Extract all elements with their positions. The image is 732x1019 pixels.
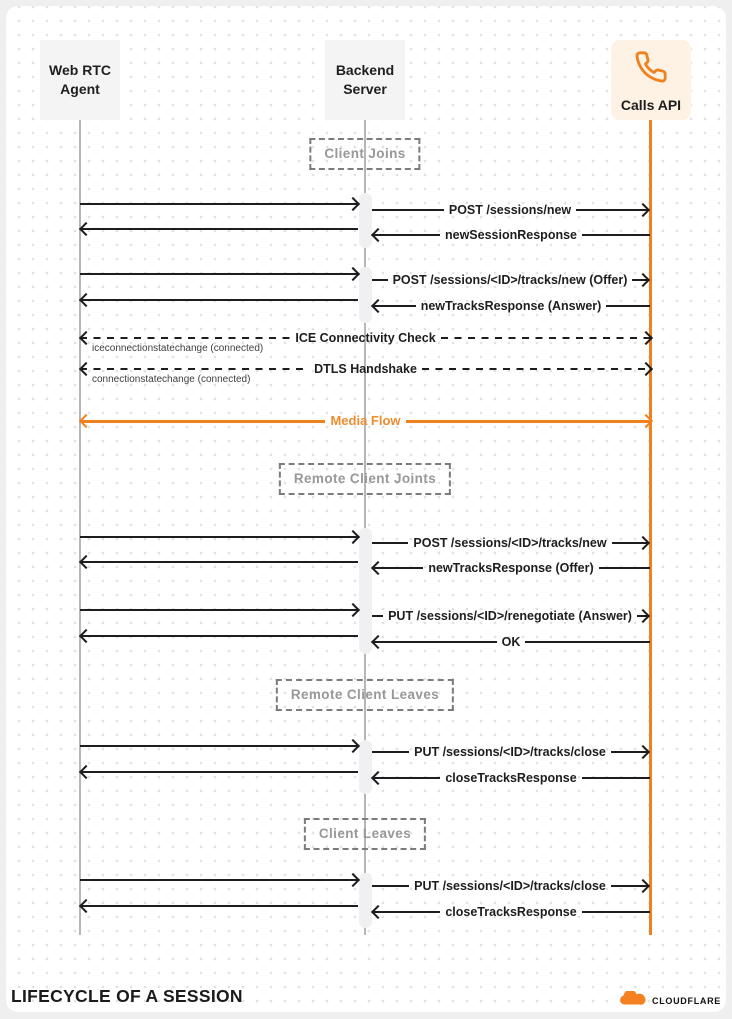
- activation-bar: [359, 740, 372, 794]
- arrowhead-right-icon: [635, 273, 649, 287]
- arrowhead-right-icon: [635, 203, 649, 217]
- arrowhead-left-icon: [370, 635, 384, 649]
- lifeline-calls-api: [649, 120, 652, 935]
- message-label: Media Flow: [330, 413, 401, 428]
- message-label: POST /sessions/<ID>/tracks/new: [413, 536, 607, 550]
- arrowhead-left-icon: [78, 222, 92, 236]
- arrowhead-right-icon: [638, 414, 652, 428]
- message-label: ICE Connectivity Check: [295, 331, 436, 345]
- arrowhead-left-icon: [78, 899, 92, 913]
- message-label: newSessionResponse: [445, 228, 577, 242]
- sequence-diagram: [6, 6, 726, 1012]
- arrowhead-left-icon: [370, 299, 384, 313]
- arrow-backend-to-agent: [80, 629, 358, 643]
- section-remote-client-joints: [279, 463, 451, 495]
- arrowhead-right-icon: [345, 197, 359, 211]
- arrowhead-left-icon: [78, 331, 92, 345]
- arrow-agent-to-backend: [80, 197, 358, 211]
- actor-webrtc-agent: [40, 40, 120, 120]
- message-label: newTracksResponse (Answer): [420, 299, 602, 313]
- message-label: PUT /sessions/<ID>/renegotiate (Answer): [388, 609, 632, 623]
- message-label: POST /sessions/new: [448, 203, 572, 217]
- arrowhead-left-icon: [370, 771, 384, 785]
- arrowhead-left-icon: [78, 293, 92, 307]
- event-note: iceconnectionstatechange (connected): [92, 343, 264, 354]
- arrow-backend-to-api: [372, 203, 648, 217]
- arrowhead-left-icon: [78, 765, 92, 779]
- arrow-api-to-backend: [372, 905, 650, 919]
- arrow-media-flow: [80, 414, 651, 428]
- actor-label: Calls API: [620, 96, 682, 113]
- lifeline-webrtc-agent: [79, 119, 81, 935]
- cloudflare-wordmark: CLOUDFLARE: [652, 996, 721, 1006]
- arrow-backend-to-agent: [80, 765, 358, 779]
- arrowhead-right-icon: [638, 362, 652, 376]
- activation-bar: [359, 267, 372, 323]
- message-label: PUT /sessions/<ID>/tracks/close: [414, 879, 606, 893]
- arrow-agent-to-backend: [80, 603, 358, 617]
- arrow-backend-to-api: [372, 745, 648, 759]
- arrow-api-to-backend: [372, 635, 650, 649]
- arrowhead-left-icon: [78, 629, 92, 643]
- arrow-agent-to-backend: [80, 267, 358, 281]
- cloudflare-cloud-icon: [619, 991, 649, 1011]
- arrow-api-to-backend: [372, 771, 650, 785]
- arrowhead-right-icon: [345, 603, 359, 617]
- message-label: closeTracksResponse: [445, 771, 577, 785]
- arrow-backend-to-agent: [80, 222, 358, 236]
- section-client-leaves: [304, 818, 426, 850]
- actor-label: Web RTC Agent: [49, 62, 111, 97]
- arrowhead-right-icon: [345, 530, 359, 544]
- arrow-api-to-backend: [372, 228, 650, 242]
- section-label: Remote Client Leaves: [290, 687, 440, 702]
- arrow-api-to-backend: [372, 299, 650, 313]
- arrow-agent-to-backend: [80, 873, 358, 887]
- arrow-backend-to-agent: [80, 293, 358, 307]
- arrowhead-right-icon: [345, 873, 359, 887]
- section-label: Client Leaves: [318, 826, 412, 841]
- section-label: Remote Client Joints: [293, 471, 437, 486]
- arrowhead-left-icon: [370, 905, 384, 919]
- arrow-backend-to-agent: [80, 555, 358, 569]
- activation-bar: [359, 193, 372, 248]
- message-label: closeTracksResponse: [445, 905, 577, 919]
- cloudflare-logo: [619, 991, 721, 1011]
- activation-bar: [359, 528, 372, 654]
- message-label: DTLS Handshake: [314, 362, 417, 376]
- diagram-canvas: [6, 6, 726, 1012]
- section-label: Client Joins: [324, 146, 406, 161]
- arrow-backend-to-api: [372, 609, 648, 623]
- actor-backend-server: [325, 40, 405, 120]
- arrowhead-right-icon: [638, 331, 652, 345]
- arrowhead-left-icon: [370, 228, 384, 242]
- section-client-joins: [309, 138, 420, 170]
- arrowhead-right-icon: [635, 609, 649, 623]
- arrow-backend-to-api: [372, 536, 648, 550]
- arrow-api-to-backend: [372, 561, 650, 575]
- phone-icon: [634, 50, 668, 89]
- event-note: connectionstatechange (connected): [92, 374, 251, 385]
- arrowhead-right-icon: [635, 536, 649, 550]
- activation-bar: [359, 873, 372, 928]
- message-label: POST /sessions/<ID>/tracks/new (Offer): [392, 273, 628, 287]
- arrow-agent-to-backend: [80, 739, 358, 753]
- arrowhead-left-icon: [78, 362, 92, 376]
- arrow-agent-to-backend: [80, 530, 358, 544]
- arrow-backend-to-api: [372, 879, 648, 893]
- actor-calls-api: [611, 40, 691, 120]
- arrowhead-right-icon: [345, 739, 359, 753]
- arrowhead-left-icon: [370, 561, 384, 575]
- message-label: newTracksResponse (Offer): [428, 561, 594, 575]
- arrowhead-right-icon: [635, 879, 649, 893]
- arrowhead-left-icon: [78, 414, 92, 428]
- message-label: PUT /sessions/<ID>/tracks/close: [414, 745, 606, 759]
- page-title: LIFECYCLE OF A SESSION: [11, 986, 243, 1006]
- arrow-backend-to-agent: [80, 899, 358, 913]
- section-remote-client-leaves: [276, 679, 454, 711]
- arrow-backend-to-api: [372, 273, 648, 287]
- actor-label: Backend Server: [335, 62, 395, 97]
- arrowhead-left-icon: [78, 555, 92, 569]
- arrowhead-right-icon: [345, 267, 359, 281]
- message-label: OK: [501, 635, 521, 649]
- arrowhead-right-icon: [635, 745, 649, 759]
